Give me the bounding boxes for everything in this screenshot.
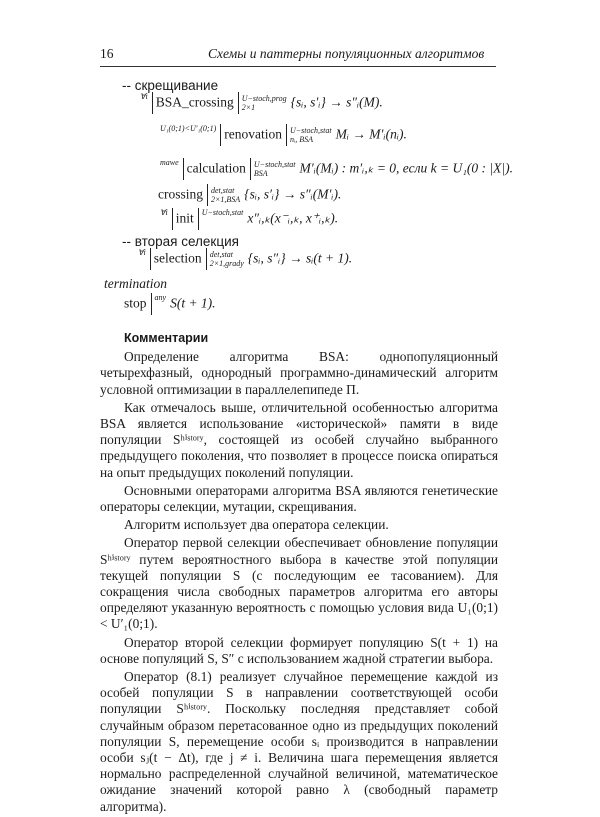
- operator-name: crossing: [158, 186, 203, 202]
- superscript: U−stoch,stat: [289, 126, 332, 135]
- formula-calculation: [160, 158, 513, 180]
- paragraph: Как отмечалось выше, отличительной особенностью алгоритма BSA является использование «исторической» памяти в виде популяции Sʰⁱˢᵗᵒʳʸ, состоящей из особей случайно выбранного предыдущего поколения, что позволяет в процессе поиска опираться на опыт предыдущих поколений популяции.: [100, 399, 498, 480]
- paragraph: Оператор второй селекции формирует популяцию S(t + 1) на основе популяций S, S″ с использованием жадной стратегии выбора.: [100, 634, 498, 666]
- paragraph: Основными операторами алгоритма BSA являются генетические операторы селекции, мутации, скрещивания.: [100, 482, 498, 515]
- operator-name: init: [175, 210, 194, 226]
- superscript: any: [154, 293, 167, 302]
- quantifier: ∀i: [160, 208, 168, 217]
- operator-name: BSA_crossing: [155, 94, 234, 110]
- termination-label: termination: [104, 276, 167, 291]
- quantifier: U₁(0;1)<U′₁(0;1): [160, 124, 217, 133]
- subscript: 2×1,BSA: [211, 195, 241, 204]
- formula-renovation: [160, 124, 407, 146]
- superscript: U−stoch,stat: [253, 160, 296, 169]
- superscript: det,stat: [209, 250, 234, 259]
- subscript: BSA: [253, 169, 268, 178]
- paragraph: Оператор (8.1) реализует случайное перемещение каждой из особей популяции S в направлении соответствующей особи популяции Sʰⁱˢᵗᵒʳʸ. Поскольку последняя представляет собой случайным образом перетасованное одно из предыдущих поколений популяции S, перемещение особи sᵢ производится в направлении особи sⱼ(t − Δt), где j ≠ i. Величина шага перемещения является нормально распределенной случайной величиной, математическое ожидание значений которой равно λ (свободный параметр алгоритма).: [100, 669, 498, 814]
- paragraph: Алгоритм использует два оператора селекции.: [124, 517, 389, 533]
- subscript: 2×1,grady: [209, 259, 244, 268]
- operator-expression: Mᵢ → M′ᵢ(nᵢ).: [335, 126, 407, 142]
- comments-heading: Комментарии: [124, 331, 209, 345]
- operator-expression: {sᵢ, s′ᵢ} → s″ᵢ(M′ᵢ).: [244, 186, 342, 202]
- formula-init: [160, 208, 338, 230]
- operator-expression: x″ᵢ,ₖ(x⁻ᵢ,ₖ, x⁺ᵢ,ₖ).: [247, 210, 339, 226]
- running-header: [100, 44, 496, 67]
- subscript: nᵢ, BSA: [289, 135, 314, 144]
- superscript: U−stoch,stat: [201, 208, 244, 217]
- superscript: U−stoch,prog: [241, 94, 287, 103]
- formula-selection: [138, 248, 352, 270]
- operator-expression: M′ᵢ(Mᵢ) : m′ᵢ,ₖ = 0, если k = U₁(0 : |X|).: [299, 160, 513, 176]
- subscript: 2×1: [241, 103, 256, 112]
- superscript: det,stat: [211, 186, 235, 195]
- crossover-comment: -- скрещивание: [122, 78, 219, 93]
- operator-name: selection: [153, 250, 202, 266]
- page-number: 16: [100, 46, 114, 61]
- operator-expression: {sᵢ, s″ᵢ} → sᵢ(t + 1).: [247, 250, 353, 266]
- running-title: Схемы и паттерны популяционных алгоритмов: [208, 46, 485, 61]
- operator-name: stop: [124, 295, 147, 311]
- quantifier: ∀i: [140, 92, 148, 101]
- quantifier: ∀i: [138, 248, 146, 257]
- operator-name: renovation: [224, 126, 282, 142]
- operator-expression: {sᵢ, s′ᵢ} → s″ᵢ(M).: [290, 94, 383, 110]
- operator-expression: S(t + 1).: [170, 295, 216, 311]
- formula-stop: [124, 293, 216, 315]
- formula-bsa-crossing: [140, 92, 383, 114]
- operator-name: calculation: [186, 160, 246, 176]
- selection-comment: -- вторая селекция: [122, 234, 239, 249]
- paragraph: Определение алгоритма BSA: однопопуляционный четырехфазный, однородный программно-динамический алгоритм условной оптимизации в параллелепипеде П.: [100, 349, 498, 397]
- formula-crossing: [158, 184, 341, 206]
- paragraph: Оператор первой селекции обеспечивает обновление популяции Sʰⁱˢᵗᵒʳʸ путем вероятностного выбора в качестве этой популяции текущей популяции S (с последующим ее тасованием). Для сокращения числа свободных параметров алгоритма его авторы определяют указанную вероятность с помощью условия вида U₁(0;1) < U′₁(0;1).: [100, 535, 498, 632]
- comments-section: [100, 330, 498, 817]
- quantifier: mawe: [160, 158, 179, 167]
